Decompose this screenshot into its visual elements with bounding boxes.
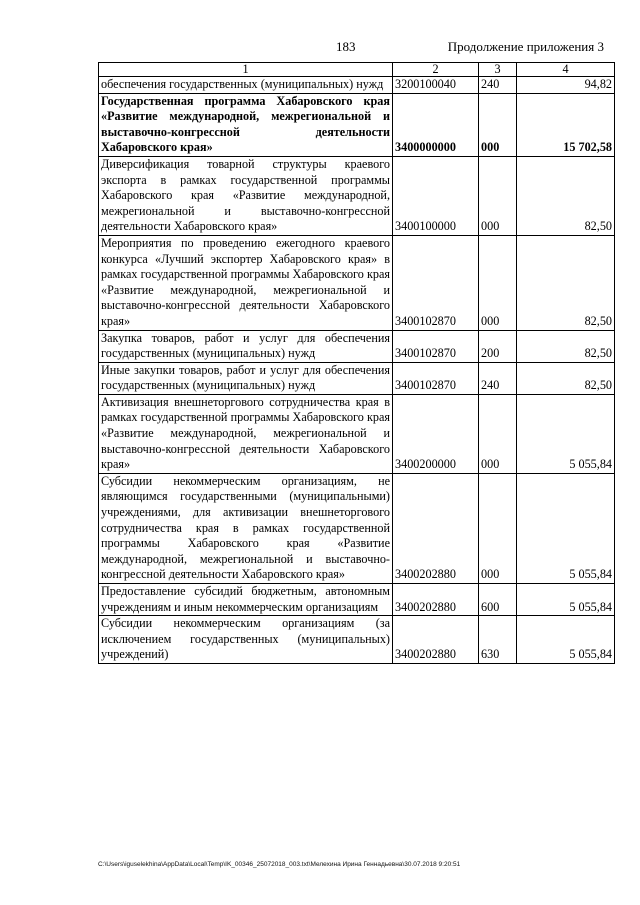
table-row xyxy=(99,362,615,394)
table-row xyxy=(99,330,615,362)
row-amount: 82,50 xyxy=(517,156,615,235)
row-name: обеспечения государственных (муниципальных) нужд xyxy=(99,77,393,94)
row-type: 000 xyxy=(479,473,517,583)
table-row xyxy=(99,93,615,156)
row-type: 000 xyxy=(479,93,517,156)
row-type: 630 xyxy=(479,616,517,664)
row-code: 3400102870 xyxy=(393,330,479,362)
column-header-1: 1 xyxy=(99,63,393,77)
page-number: 183 xyxy=(336,39,356,54)
row-amount: 94,82 xyxy=(517,77,615,94)
table-row xyxy=(99,473,615,583)
row-name: Мероприятия по проведению ежегодного краевого конкурса «Лучший экспортер Хабаровского края» в рамках государственной программы Хабаровского края «Развитие международной, межрегиональной и выставочно-конгрессной деятельности Хабаровского края» xyxy=(99,235,393,330)
budget-table xyxy=(98,62,615,664)
row-amount: 82,50 xyxy=(517,235,615,330)
row-code: 3400100000 xyxy=(393,156,479,235)
row-code: 3400202880 xyxy=(393,616,479,664)
footer-file-path: C:\Users\iguselekhina\AppData\Local\Temp\IK_00346_25072018_003.txt\Мелехина Ирина Геннадьевна\30.07.2018 9:20:51 xyxy=(98,861,461,868)
row-name: Активизация внешнеторгового сотрудничества края в рамках государственной программы Хабаровского края «Развитие международной, межрегиональной и выставочно-конгрессной деятельности Хабаровского края» xyxy=(99,394,393,473)
column-header-4: 4 xyxy=(517,63,615,77)
row-name: Предоставление субсидий бюджетным, автономным учреждениям и иным некоммерческим организациям xyxy=(99,584,393,616)
appendix-continuation-note: Продолжение приложения 3 xyxy=(447,39,604,54)
row-code: 3400202880 xyxy=(393,584,479,616)
row-code: 3400102870 xyxy=(393,362,479,394)
row-code: 3400202880 xyxy=(393,473,479,583)
row-type: 000 xyxy=(479,235,517,330)
row-code: 3400000000 xyxy=(393,93,479,156)
row-amount: 15 702,58 xyxy=(517,93,615,156)
row-name: Государственная программа Хабаровского края «Развитие международной, межрегиональной и выставочно-конгрессной деятельности Хабаровского края» xyxy=(99,93,393,156)
row-name: Иные закупки товаров, работ и услуг для обеспечения государственных (муниципальных) нужд xyxy=(99,362,393,394)
table-row xyxy=(99,77,615,94)
table-row xyxy=(99,616,615,664)
row-name: Субсидии некоммерческим организациям (за исключением государственных (муниципальных) учреждений) xyxy=(99,616,393,664)
row-name: Закупка товаров, работ и услуг для обеспечения государственных (муниципальных) нужд xyxy=(99,330,393,362)
row-code: 3400200000 xyxy=(393,394,479,473)
column-header-2: 2 xyxy=(393,63,479,77)
row-amount: 5 055,84 xyxy=(517,584,615,616)
row-type: 000 xyxy=(479,394,517,473)
row-code: 3400102870 xyxy=(393,235,479,330)
row-name: Субсидии некоммерческим организациям, не являющимся государственными (муниципальными) учреждениями, для активизации внешнеторгового сотрудничества края в рамках государственной программы Хабаровского края «Развитие международной, межрегиональной и выставочно-конгрессной деятельности Хабаровского края» xyxy=(99,473,393,583)
row-type: 000 xyxy=(479,156,517,235)
table-row xyxy=(99,394,615,473)
row-type: 600 xyxy=(479,584,517,616)
row-amount: 5 055,84 xyxy=(517,473,615,583)
row-amount: 82,50 xyxy=(517,362,615,394)
row-amount: 5 055,84 xyxy=(517,616,615,664)
row-type: 240 xyxy=(479,77,517,94)
row-name: Диверсификация товарной структуры краевого экспорта в рамках государственной программы Хабаровского края «Развитие международной, межрегиональной и выставочно-конгрессной деятельности Хабаровского края» xyxy=(99,156,393,235)
row-amount: 82,50 xyxy=(517,330,615,362)
row-type: 200 xyxy=(479,330,517,362)
row-amount: 5 055,84 xyxy=(517,394,615,473)
table-row xyxy=(99,156,615,235)
table-row xyxy=(99,235,615,330)
row-type: 240 xyxy=(479,362,517,394)
column-header-3: 3 xyxy=(479,63,517,77)
table-row xyxy=(99,584,615,616)
row-code: 3200100040 xyxy=(393,77,479,94)
table-header-row xyxy=(99,63,615,77)
